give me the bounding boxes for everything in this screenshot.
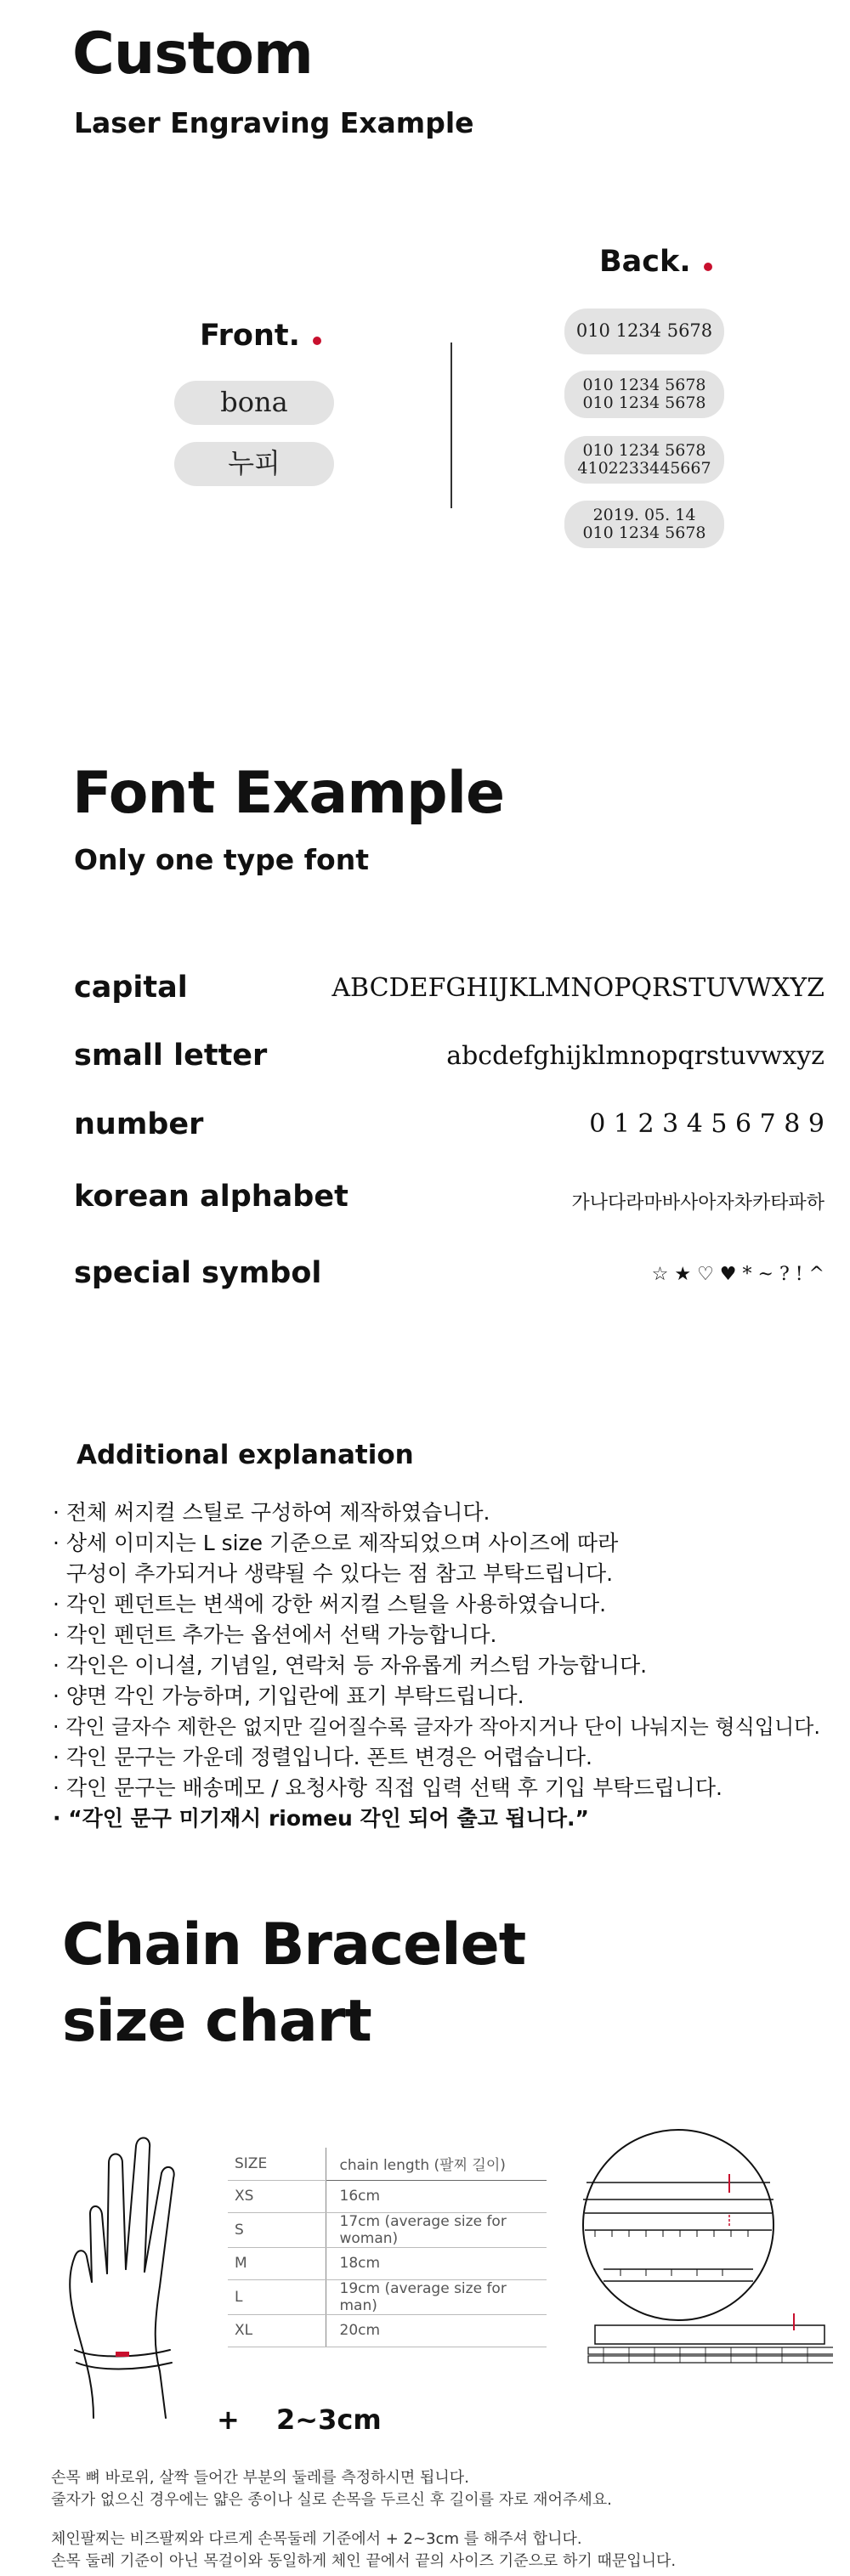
size-cell: L [228,2279,326,2314]
length-cell: 17cm (average size for woman) [326,2212,547,2247]
additional-line: · 각인 펜던트 추가는 옵션에서 선택 가능합니다. [53,1622,497,1647]
additional-line: · 전체 써지컬 스틸로 구성하여 제작하였습니다. [53,1500,490,1525]
size-table-header-length: chain length (팔찌 길이) [326,2148,547,2180]
plus-sign: + [217,2403,240,2436]
font-row-sample-korean: 가나다라마바사아자차카타파하 [571,1192,824,1214]
length-cell: 19cm (average size for man) [326,2279,547,2314]
additional-title: Additional explanation [76,1440,414,1470]
front-pill-1: bona [174,381,334,425]
size-notes [51,2467,612,2511]
size-table-header [228,2148,547,2180]
size-cell: XL [228,2314,326,2347]
size-table-wrapper [228,2148,547,2347]
note-line: 줄자가 없으신 경우에는 얇은 종이나 실로 손목을 두르신 후 길이를 자로 재어주세요. [51,2491,612,2509]
size-chart-title-line1: Chain Bracelet [62,1911,526,1979]
table-row [228,2180,547,2212]
note-line: 손목 둘레 기준이 아닌 목걸이와 동일하게 체인 끝에서 끝의 사이즈 기준으로 하기 때문입니다. [51,2552,677,2570]
length-cell: 20cm [326,2314,547,2347]
additional-line: · 각인 펜던트는 변색에 강한 써지컬 스틸을 사용하였습니다. [53,1592,607,1616]
font-row-label-capital: capital [74,971,188,1005]
font-example-subtitle: Only one type font [74,843,369,876]
accent-dot [704,263,712,271]
additional-list [53,1497,843,1834]
note-line: 손목 뼈 바로위, 살짝 들어간 부분의 둘레를 측정하시면 됩니다. [51,2469,469,2487]
additional-line: · 상세 이미지는 L size 기준으로 제작되었으며 사이즈에 따라 [53,1531,619,1555]
back-label: Back. [599,245,712,279]
back-pill-2: 010 1234 5678 010 1234 5678 [564,371,724,418]
font-row-label-korean: korean alphabet [74,1180,348,1214]
size-table-header-size: SIZE [228,2148,326,2180]
additional-bold-line: · “각인 문구 미기재시 riomeu 각인 되어 출고 됩니다.” [53,1806,589,1831]
additional-line: · 각인 문구는 배송메모 / 요청사항 직접 입력 선택 후 기입 부탁드립니다. [53,1775,722,1800]
page-subtitle: Laser Engraving Example [74,106,474,139]
size-cell: XS [228,2180,326,2212]
size-notes-2 [51,2528,676,2573]
size-table [228,2148,547,2347]
back-pill-3: 010 1234 5678 4102233445667 [564,436,724,484]
bracelet-marker [116,2352,129,2357]
additional-line: 구성이 추가되거나 생략될 수 있다는 점 참고 부탁드립니다. [53,1561,614,1586]
size-chart-title-line2: size chart [62,1988,371,2055]
additional-line: · 양면 각인 가능하며, 기입란에 표기 부탁드립니다. [53,1684,524,1708]
font-row-sample-number: 0 1 2 3 4 5 6 7 8 9 [589,1109,824,1139]
size-cell: M [228,2247,326,2279]
additional-line: · 각인 문구는 가운데 정렬입니다. 폰트 변경은 어렵습니다. [53,1745,592,1769]
table-row [228,2212,547,2247]
size-cell: S [228,2212,326,2247]
font-row-label-number: number [74,1107,204,1141]
font-row-sample-special: ☆ ★ ♡ ♥ * ~ ? ! ^ [651,1264,824,1285]
back-pill-1: 010 1234 5678 [564,309,724,354]
back-pill-4: 2019. 05. 14 010 1234 5678 [564,501,724,548]
font-row-label-small: small letter [74,1039,268,1073]
additional-line: · 각인은 이니셜, 기념일, 연락처 등 자유롭게 커스텀 가능합니다. [53,1653,648,1678]
length-cell: 18cm [326,2247,547,2279]
note-line: 체인팔찌는 비즈팔찌와 다르게 손목둘레 기준에서 + 2~3cm 를 해주셔 합니다. [51,2530,582,2548]
front-pill-2: 누피 [174,442,334,486]
font-row-label-special: special symbol [74,1256,322,1290]
accent-dot [313,337,321,345]
font-row-sample-small: abcdefghijklmnopqrstuvwxyz [446,1041,824,1071]
length-cell: 16cm [326,2180,547,2212]
table-row [228,2279,547,2314]
font-example-title: Font Example [72,760,505,827]
ruler-illustration [578,2125,833,2388]
extra-length: 2~3cm [276,2403,382,2436]
table-row [228,2247,547,2279]
additional-line: · 각인 글자수 제한은 없지만 길어질수록 글자가 작아지거나 단이 나눠지는 형식입니다. [53,1715,820,1739]
font-row-sample-capital: ABCDEFGHIJKLMNOPQRSTUVWXYZ [332,973,824,1003]
page-title: Custom [72,20,313,88]
divider-line [450,343,452,508]
hand-illustration [60,2129,230,2422]
front-label: Front. [200,319,321,353]
table-row [228,2314,547,2347]
